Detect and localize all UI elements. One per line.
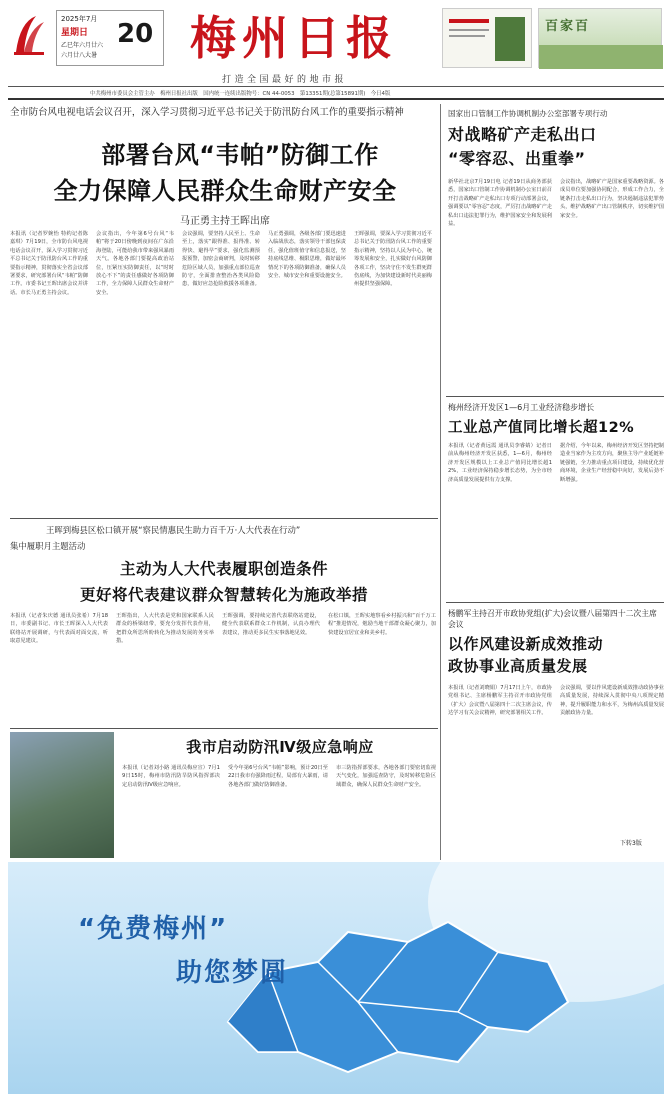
lunar-date-2: 六月廿八大暑 [61,52,98,59]
newspaper-title: 梅州日报 [190,11,398,65]
cppcc-col-1: 本报讯（记者刘晓娟）7月17日上午，市政协党组书记、主席杨鹏军主持召开市政协党组（扩大）会议暨八届第四十二次主席会议，传达学习有关会议精神，研究部署相关工作。 [448,685,552,717]
industry-headline: 工业总产值同比增长超12% [448,420,635,436]
mid-col-1: 本报讯（记者朱庆德 通讯员张希）7月18日，市委副书记、市长王晖深入人大代表联络站开展调研，与代表面对面交流，听取意见建议。 [10,613,108,645]
lead-col-1: 本报讯（记者罗婉怡 特约记者陈嘉琪）7月19日，全市防台风电视电话会议召开，深入学习贯彻习近平总书记关于防汛防台风工作的重要指示精神，贯彻落实全省会议部署要求，研究部署台风“韦帕”防御工作。市委书记王晖出席会议并讲话。市长马正勇主持会议。 [10,231,88,296]
cppcc-kicker: 杨鹏军主持召开市政协党组(扩大)会议暨八届第四十二次主席会议 [448,609,657,629]
industry-kicker: 梅州经济开发区1—6月工业经济稳步增长 [448,403,595,412]
minerals-col-1: 新华社北京7月19日电 记者19日从商务部获悉，国家出口管制工作协调机制办公室日前召开打击战略矿产走私出口专项行动部署会议，强调要以“零容忍”态度，严厉打击战略矿产走私出口违法犯罪行为，维护国家安全和发展利益。 [448,179,552,228]
date-block [56,10,164,66]
left-rule-1 [10,518,438,519]
masthead-ad-village[interactable] [538,8,662,68]
cppcc-headline-2: 政协事业高质量发展 [448,657,588,675]
cppcc-col-2: 会议强调，要以作风建设新成效推动政协事业高质量发展，持续深入贯彻中央八项规定精神，提升履职能力和水平，为梅州高质量发展贡献政协力量。 [560,685,664,717]
left-rule-2 [10,728,438,729]
masthead-ad-book[interactable] [442,8,532,68]
flood-col-2: 受今年第6号台风“韦帕”影响，预计20日至22日我市有强降雨过程，局部有大暴雨，请各地各部门做好防御准备。 [228,765,328,788]
lead-headline-2: 全力保障人民群众生命财产安全 [53,177,397,205]
mid-col-3: 王晖强调，要持续完善代表联络站建设，健全代表联系群众工作机制，认真办理代表建议，推动更多民生实事落地见效。 [222,613,320,636]
slogan: 打造全国最好的地市报 [222,75,348,85]
lunar-date-1: 乙巳年六月廿六 [61,42,104,49]
right-rule-1 [446,396,664,397]
date-year-month: 2025年7月 [61,15,98,23]
lead-col-2: 会议指出，今年第6号台风“韦帕”将于20日傍晚到夜间在广东沿海登陆，可能给我市带来强风暴雨天气。各地各部门要提高政治站位，压紧压实防御责任，以“时时放心不下”的责任感做好各项防御工作，全力保障人民群众生命财产安全。 [96,231,174,296]
industry-col-1: 本报讯（记者黄远霞 通讯员李睿婧）记者日前从梅州经济开发区获悉，1—6月，梅州经济开发区规模以上工业总产值同比增长超12%，工业经济保持稳步增长态势，为全市经济高质量发展提供有力支撑。 [448,443,552,483]
mid-kicker-1: 王晖到梅县区松口镇开展“察民情惠民生助力百千万·人大代表在行动” [46,525,301,535]
day-number: 20 [117,19,154,49]
vertical-divider [440,104,441,860]
masthead-rule-2 [8,98,664,100]
mid-col-2: 王晖指出，人大代表是党和国家联系人民群众的桥梁纽带，要充分发挥代表作用，把群众所思所盼转化为推动发展的务实举措。 [116,613,214,645]
masthead-meta: 中共梅州市委员会主管主办 梅州日报社出版 国内统一连续出版物号：CN 44-0053 第13351期(总第15891期) 今日4版 [90,91,391,97]
lead-col-3: 会议强调，要坚持人民至上、生命至上，落实“跟得准、报得准、转得快、避得早”要求，强化监测预报预警，加密会商研判，及时转移危险区域人员，加强重点部位巡查防守，全面排查整治各类风险隐患，做好应急抢险救援各项准备。 [182,231,260,288]
flood-headline: 我市启动防汛Ⅳ级应急响应 [186,738,374,756]
mid-kicker-2: 集中履职月主题活动 [10,541,86,551]
minerals-col-2: 会议指出，战略矿产是国家重要战略资源。各成员单位要加强协同配合，形成工作合力，全链条打击走私出口行为，坚决遏制违法犯罪势头，维护战略矿产出口管制秩序，切实维护国家安全。 [560,179,664,219]
minerals-headline-2: “零容忍、出重拳” [448,149,586,168]
lead-col-4: 马正勇强调，各级各部门要迅速进入临战状态，落实领导干部包保责任，强化值班值守和信息报送，坚持底线思维、极限思维，做好最坏情况下的各项防御准备，确保人员安全、城市安全和重要设施安全。 [268,231,346,280]
minerals-kicker: 国家出口管制工作协调机制办公室部署专项行动 [448,109,608,118]
mid-col-4: 在松口镇，王晖实地察看乡村振兴和“百千万工程”推进情况，勉励当地干部群众凝心聚力，加快建设宜居宜业和美乡村。 [328,613,436,636]
ad-book-text [449,19,489,23]
cppcc-headline-1: 以作风建设新成效推动 [448,635,604,653]
masthead-rule [8,86,664,87]
weekday: 星期日 [61,28,89,38]
masthead-emblem [10,12,48,58]
flood-col-3: 市三防指挥部要求，各地各部门要密切监视天气变化，加强巡查防守，及时转移危险区域群众，确保人民群众生命财产安全。 [336,765,436,788]
minerals-headline-1: 对战略矿产走私出口 [448,125,597,144]
banner-map [198,902,578,1082]
continued-link[interactable]: 下转3版 [620,840,642,847]
bottom-banner-ad[interactable] [8,862,664,1094]
flood-col-1b: 本报讯（记者刘小路 通讯员梅应宣）7月19日15时，梅州市防汛防旱防风指挥部决定启动防汛Ⅳ级应急响应。 [122,765,220,788]
industry-col-2: 据介绍，今年以来，梅州经济开发区坚持把制造业当家作为主攻方向，聚焦主导产业延链补链强链，全力推动重点项目建设，持续优化营商环境，企业生产经营稳中向好，发展后劲不断增强。 [560,443,664,483]
banner-line-2: 助您梦圆 [176,958,289,988]
banner-line-1: “免费梅州” [78,914,229,944]
mid-headline-1: 主动为人大代表履职创造条件 [119,560,328,578]
lead-byline: 马正勇主持王晖出席 [180,216,270,227]
ad-book-cover [495,17,525,61]
lead-headline-1: 部署台风“韦帕”防御工作 [101,141,379,169]
mid-headline-2: 更好将代表建议群众智慧转化为施政举措 [79,586,368,604]
lead-col-5: 王晖强调，要深入学习贯彻习近平总书记关于防汛防台风工作的重要指示精神，坚持以人民为中心，统筹发展和安全，扎实做好台风防御各项工作，坚决守住不发生群死群伤底线，为加快建设新时代美丽梅州提供坚强保障。 [354,231,432,288]
lead-kicker: 全市防台风电视电话会议召开，深入学习贯彻习近平总书记关于防汛防台风工作的重要指示精神 [10,107,404,118]
right-rule-2 [446,602,664,603]
flood-photo [10,732,114,858]
ad-village-caption: 百家百 [545,19,591,34]
